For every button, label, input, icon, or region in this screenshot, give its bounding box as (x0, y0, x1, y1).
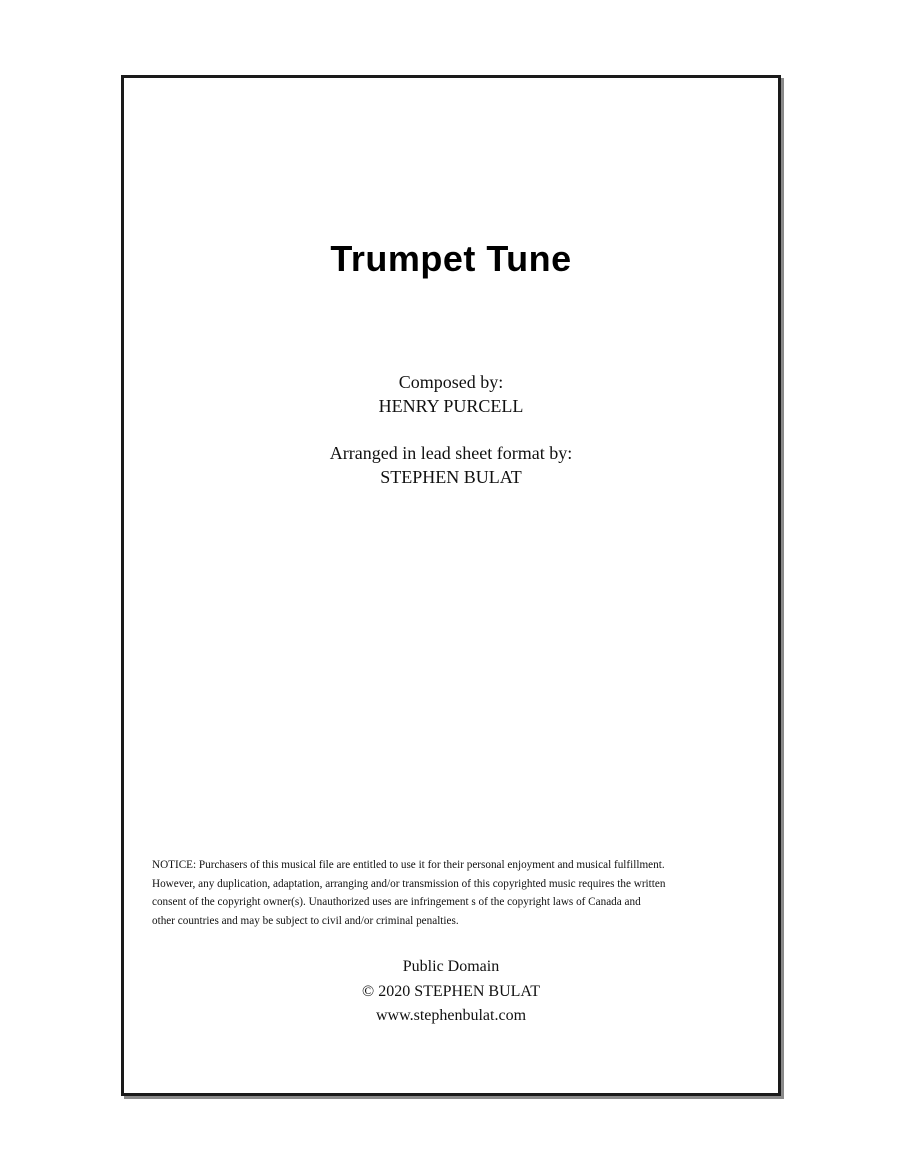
page-frame (121, 75, 781, 1096)
document-title: Trumpet Tune (330, 238, 572, 279)
arranger-name: STEPHEN BULAT (380, 467, 522, 487)
copyright-text: © 2020 STEPHEN BULAT (362, 982, 540, 1000)
composer-name: HENRY PURCELL (378, 396, 524, 416)
footer-block (124, 955, 778, 1029)
notice-line: NOTICE: Purchasers of this musical file are entitled to use it for their personal enjoyment and musical fulfillment. (152, 859, 665, 871)
notice-line: consent of the copyright owner(s). Unauthorized uses are infringement s of the copyright laws of Canada and (152, 896, 641, 908)
arranger-label: Arranged in lead sheet format by: (329, 443, 573, 463)
notice-line: other countries and may be subject to civil and/or criminal penalties. (152, 914, 459, 927)
website-link[interactable]: www.stephenbulat.com (375, 1007, 527, 1024)
arranger-credit (124, 441, 778, 489)
notice-line: However, any duplication, adaptation, arranging and/or transmission of this copyrighted music requires the written (152, 877, 666, 890)
composer-credit (124, 370, 778, 418)
copyright-notice (152, 856, 756, 930)
license-text: Public Domain (402, 958, 500, 975)
composer-label: Composed by: (398, 372, 504, 392)
